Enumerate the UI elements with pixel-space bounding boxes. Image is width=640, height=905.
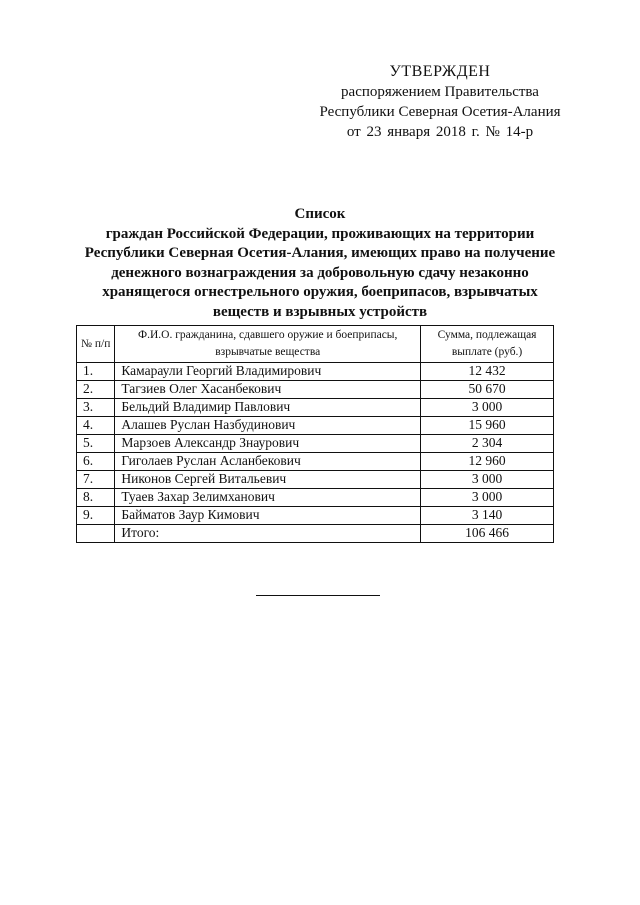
title-line-2: граждан Российской Федерации, проживающих на территории bbox=[105, 225, 535, 242]
table-row bbox=[77, 471, 554, 489]
table-row bbox=[77, 435, 554, 453]
approval-line-2: Республики Северная Осетия-Алания bbox=[319, 104, 561, 120]
approval-heading: УТВЕРЖДЕН bbox=[389, 63, 491, 80]
title-line-6: веществ и взрывных устройств bbox=[212, 303, 428, 320]
row-name: Камараули Георгий Владимирович bbox=[115, 363, 421, 381]
row-num: 7. bbox=[77, 471, 115, 489]
approval-line-1: распоряжением Правительства bbox=[341, 84, 539, 100]
row-name: Гиголаев Руслан Асланбекович bbox=[115, 453, 421, 471]
header-sum: Сумма, подлежащая выплате (руб.) bbox=[421, 326, 554, 363]
title-line-4: денежного вознаграждения за добровольную сдачу незаконно bbox=[111, 264, 529, 281]
row-num: 4. bbox=[77, 417, 115, 435]
row-name: Никонов Сергей Витальевич bbox=[115, 471, 421, 489]
header-name: Ф.И.О. гражданина, сдавшего оружие и боеприпасы, взрывчатые вещества bbox=[115, 326, 421, 363]
table-row bbox=[77, 399, 554, 417]
row-name: Алашев Руслан Назбудинович bbox=[115, 417, 421, 435]
row-sum: 3 000 bbox=[421, 399, 554, 417]
approval-stamp bbox=[300, 62, 580, 142]
row-num: 9. bbox=[77, 507, 115, 525]
row-sum: 3 000 bbox=[421, 489, 554, 507]
table-row bbox=[77, 417, 554, 435]
total-label: Итого: bbox=[115, 525, 421, 543]
row-sum: 12 960 bbox=[421, 453, 554, 471]
approval-line-3: от 23 января 2018 г. № 14-р bbox=[346, 124, 534, 140]
title-line-3: Республики Северная Осетия-Алания, имеющих право на получение bbox=[84, 245, 556, 261]
row-num: 8. bbox=[77, 489, 115, 507]
table-row bbox=[77, 507, 554, 525]
document-title bbox=[70, 205, 570, 322]
table-row bbox=[77, 489, 554, 507]
table-header-row bbox=[77, 326, 554, 363]
row-sum: 50 670 bbox=[421, 381, 554, 399]
row-sum: 15 960 bbox=[421, 417, 554, 435]
row-num: 6. bbox=[77, 453, 115, 471]
row-name: Марзоев Александр Знаурович bbox=[115, 435, 421, 453]
table-total-row bbox=[77, 525, 554, 543]
row-num: 5. bbox=[77, 435, 115, 453]
header-num: № п/п bbox=[77, 326, 115, 363]
row-num: 1. bbox=[77, 363, 115, 381]
recipients-table bbox=[76, 325, 554, 543]
row-sum: 12 432 bbox=[421, 363, 554, 381]
row-num: 2. bbox=[77, 381, 115, 399]
row-sum: 3 140 bbox=[421, 507, 554, 525]
row-sum: 3 000 bbox=[421, 471, 554, 489]
table-row bbox=[77, 363, 554, 381]
table-row bbox=[77, 453, 554, 471]
row-name: Байматов Заур Кимович bbox=[115, 507, 421, 525]
title-line-1: Список bbox=[294, 206, 346, 222]
row-name: Туаев Захар Зелимханович bbox=[115, 489, 421, 507]
row-num: 3. bbox=[77, 399, 115, 417]
row-sum: 2 304 bbox=[421, 435, 554, 453]
total-sum: 106 466 bbox=[421, 525, 554, 543]
signature-line bbox=[256, 595, 380, 596]
row-name: Бельдий Владимир Павлович bbox=[115, 399, 421, 417]
row-name: Тагзиев Олег Хасанбекович bbox=[115, 381, 421, 399]
title-line-5: хранящегося огнестрельного оружия, боеприпасов, взрывчатых bbox=[102, 284, 538, 300]
table-row bbox=[77, 381, 554, 399]
total-num-cell bbox=[77, 525, 115, 543]
